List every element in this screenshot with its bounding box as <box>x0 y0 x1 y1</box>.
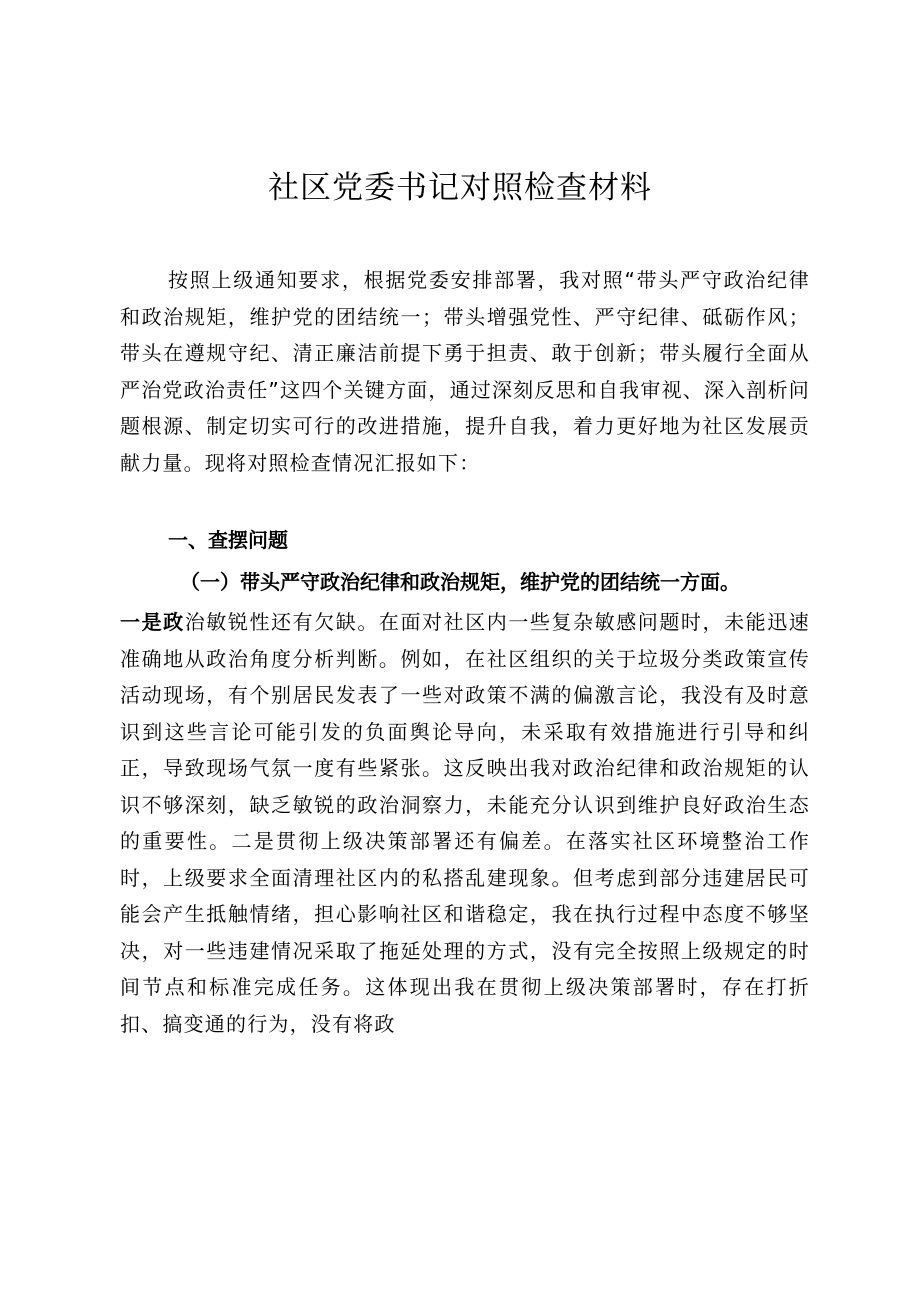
intro-paragraph: 按照上级通知要求，根据党委安排部署，我对照“带头严守政治纪律和政治规矩，维护党的团结统一；带头增强党性、严守纪律、砥砺作风；带头在遵规守纪、清正廉洁前提下勇于担责、敢于创新；带头履行全面从严治党政治责任”这四个关键方面，通过深刻反思和自我审视、深入剖析问题根源、制定切实可行的改进措施，提升自我，着力更好地为社区发展贡献力量。现将对照检查情况汇报如下： <box>120 268 810 475</box>
detail-text: 治敏锐性还有欠缺。在面对社区内一些复杂敏感问题时，未能迅速准确地从政治角度分析判断。例如，在社区组织的关于垃圾分类政策宣传活动现场，有个别居民发表了一些对政策不满的偏激言论，我没有及时意识到这些言论可能引发的负面舆论导向，未采取有效措施进行引导和纠正，导致现场气氛一度有些紧张。这反映出我对政治纪律和政治规矩的认识不够深刻，缺乏敏锐的政治洞察力，未能充分认识到维护良好政治生态的重要性。二是贯彻上级决策部署还有偏差。在落实社区环境整治工作时，上级要求全面清理社区内的私搭乱建现象。但考虑到部分违建居民可能会产生抵触情绪，担心影响社区和谐稳定，我在执行过程中态度不够坚决，对一些违建情况采取了拖延处理的方式，没有完全按照上级规定的时间节点和标准完成任务。这体现出我在贯彻上级决策部署时，存在打折扣、搞变通的行为，没有将政 <box>120 610 810 1036</box>
section-heading: 一、查摆问题 <box>168 528 288 552</box>
sub-heading: （一）带头严守政治纪律和政治规矩，维护党的团结统一方面。 <box>180 570 740 594</box>
detail-paragraph <box>120 604 810 1042</box>
lead-bold-text: 一是政 <box>120 610 185 634</box>
document-title: 社区党委书记对照检查材料 <box>268 170 652 206</box>
